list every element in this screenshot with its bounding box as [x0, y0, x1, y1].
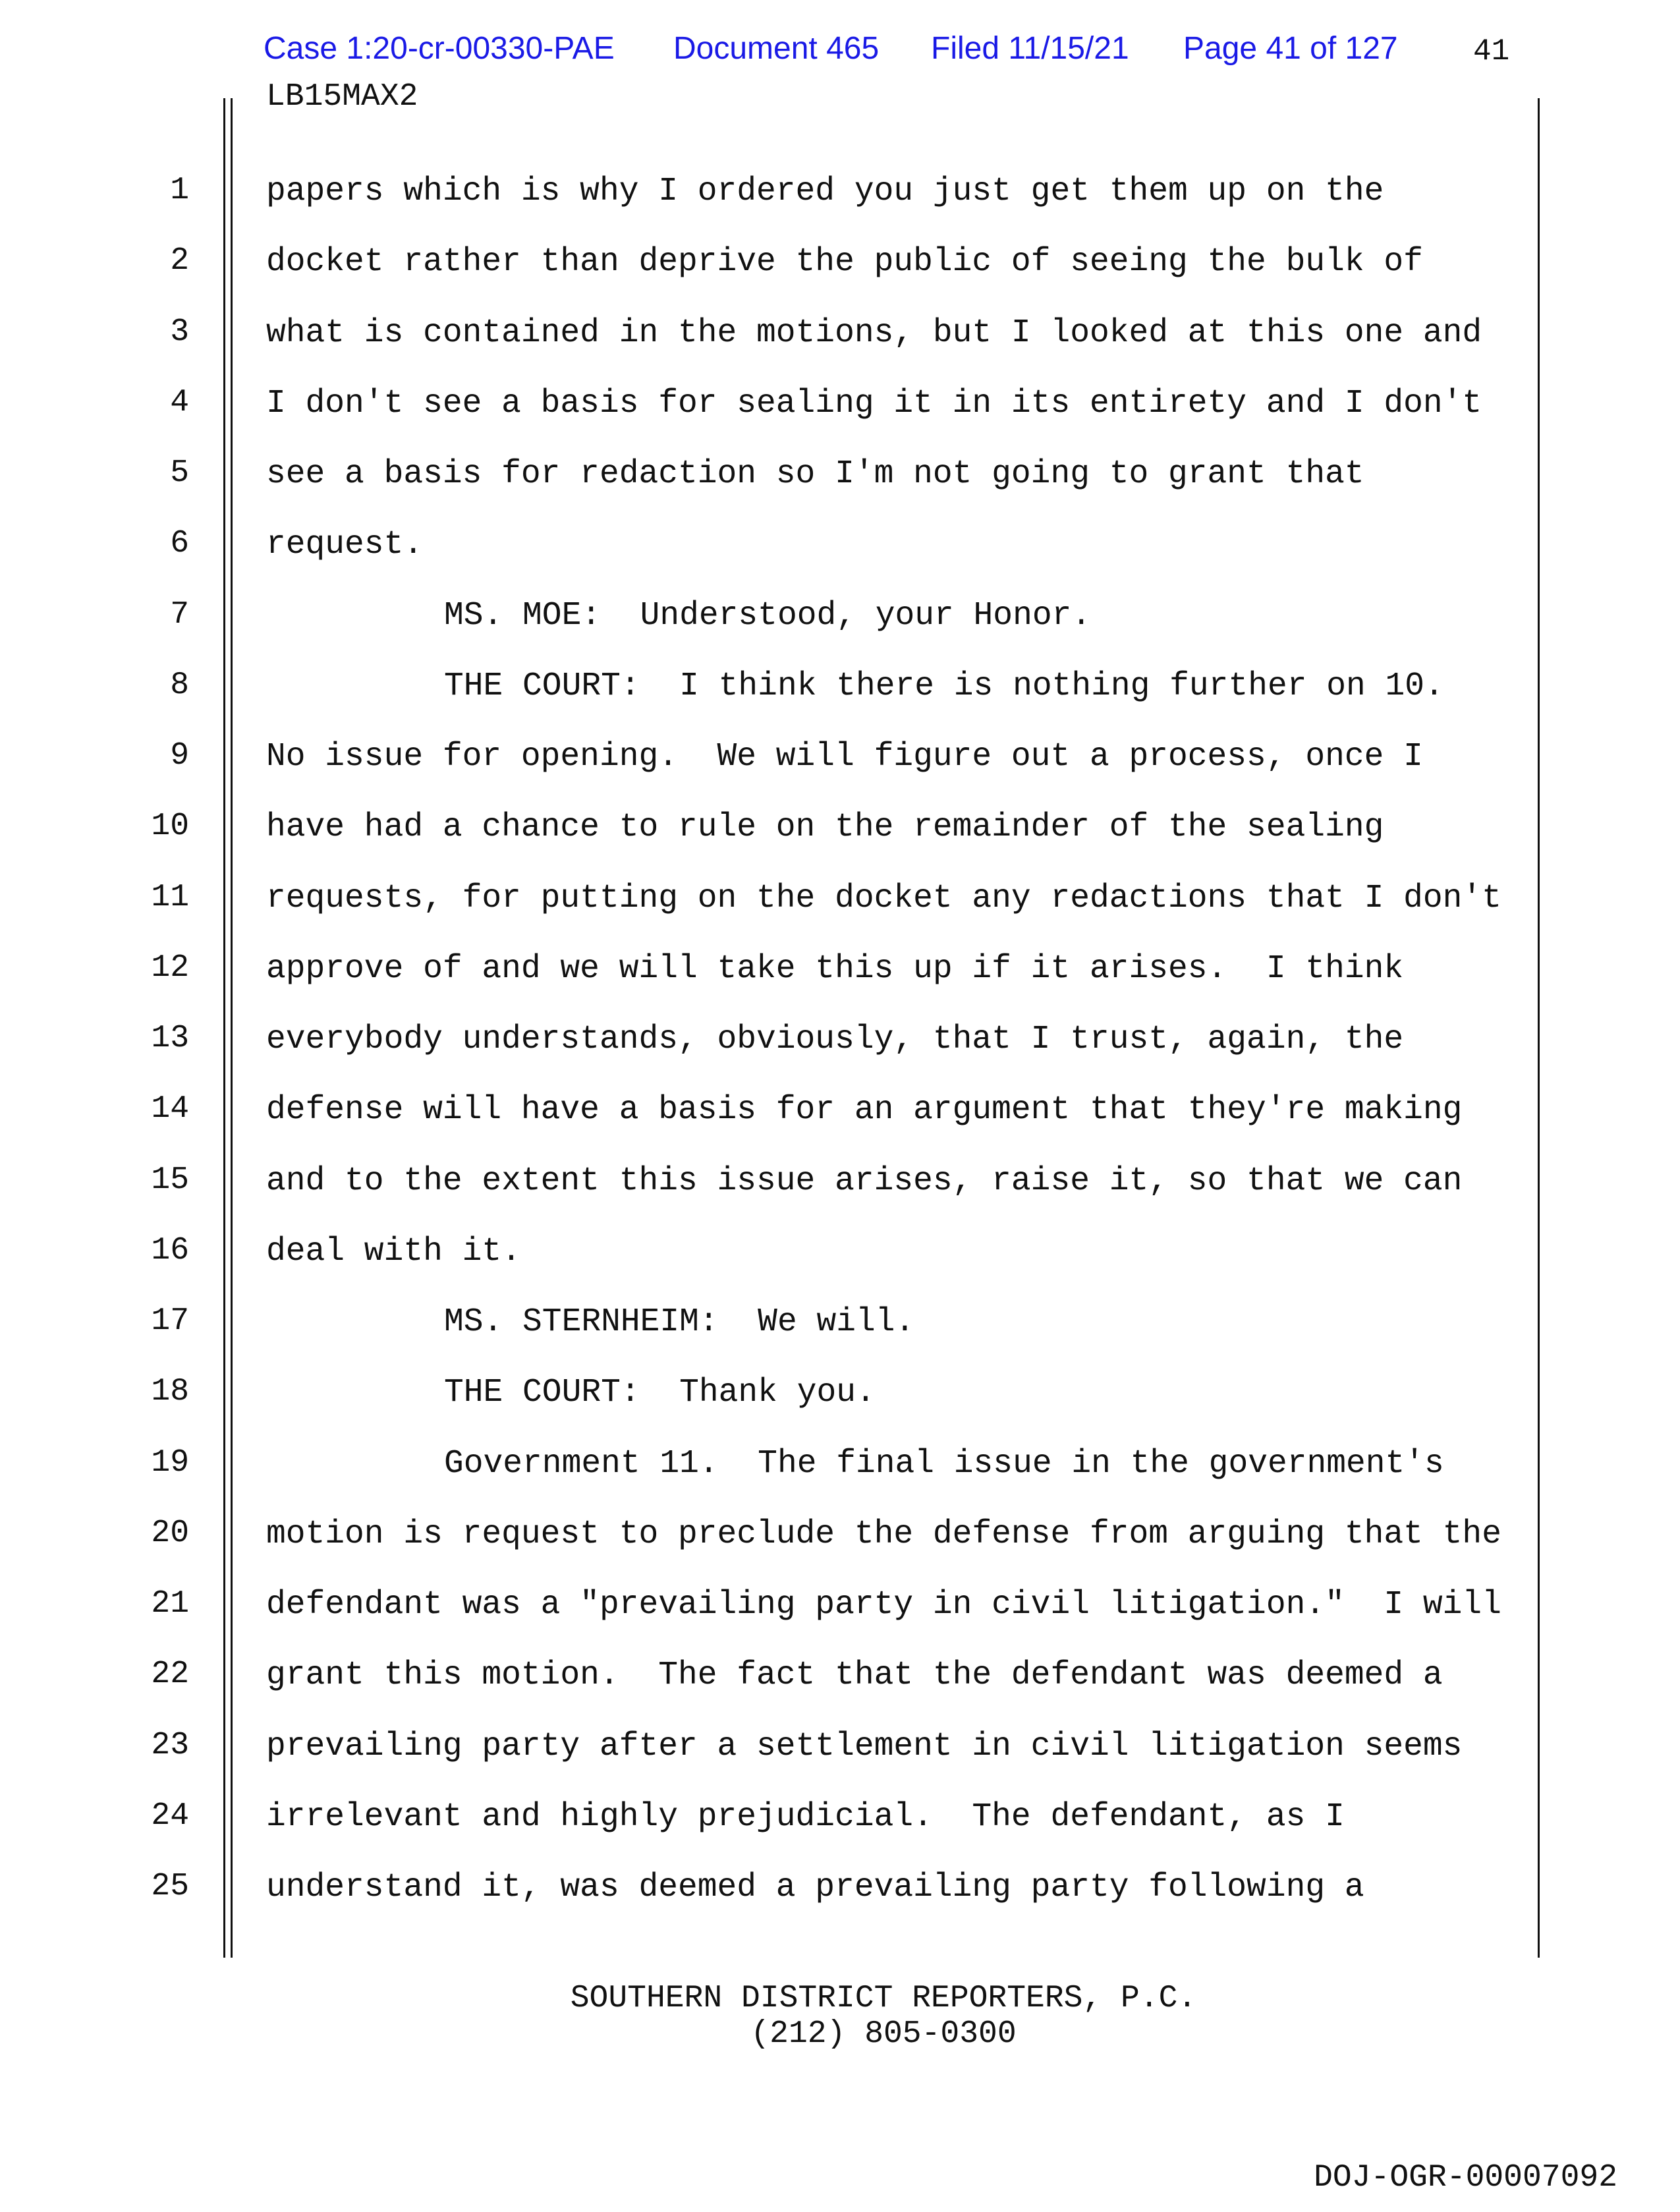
reporter-phone: (212) 805-0300 — [750, 2016, 1017, 2052]
line-number: 19 — [151, 1444, 189, 1481]
transcript-line: prevailing party after a settlement in civil litigation seems — [266, 1727, 1463, 1765]
transcript-line: Government 11. The final issue in the government's — [444, 1444, 1444, 1482]
transcript-line: No issue for opening. We will figure out a process, once I — [266, 738, 1423, 775]
transcript-line: everybody understands, obviously, that I trust, again, the — [266, 1021, 1404, 1058]
transcript-line: papers which is why I ordered you just get them up on the — [266, 173, 1384, 210]
line-number: 12 — [151, 950, 189, 986]
line-number: 5 — [170, 455, 189, 491]
line-number: 25 — [151, 1869, 189, 1904]
line-number: 15 — [151, 1162, 189, 1198]
case-number-link[interactable]: Case 1:20-cr-00330-PAE — [264, 31, 615, 66]
transcript-line: defendant was a "prevailing party in civil litigation." I will — [266, 1586, 1501, 1623]
line-number: 20 — [151, 1515, 189, 1551]
transcript-line: approve of and we will take this up if it arises. I think — [266, 950, 1404, 987]
line-number: 18 — [151, 1374, 189, 1410]
left-margin-rule-inner — [231, 98, 233, 1958]
transcript-line: THE COURT: Thank you. — [444, 1374, 876, 1411]
transcript-line: I don't see a basis for sealing it in its entirety and I don't — [266, 384, 1482, 422]
transcript-id: LB15MAX2 — [266, 79, 418, 115]
line-number: 24 — [151, 1798, 189, 1834]
right-margin-rule — [1538, 98, 1540, 1958]
line-number: 22 — [151, 1657, 189, 1693]
transcript-line: deal with it. — [266, 1232, 521, 1270]
line-number: 11 — [151, 879, 189, 915]
left-margin-rule-outer — [223, 98, 225, 1958]
transcript-line: request. — [266, 526, 424, 563]
transcript-line: MS. STERNHEIM: We will. — [444, 1303, 915, 1340]
page-count-link[interactable]: Page 41 of 127 — [1183, 31, 1398, 66]
line-number: 1 — [170, 173, 189, 208]
line-number: 10 — [151, 808, 189, 845]
transcript-line: MS. MOE: Understood, your Honor. — [444, 596, 1092, 634]
filed-date-link[interactable]: Filed 11/15/21 — [931, 31, 1129, 66]
transcript-line: and to the extent this issue arises, raise it, so that we can — [266, 1162, 1463, 1199]
transcript-line: irrelevant and highly prejudicial. The defendant, as I — [266, 1798, 1345, 1835]
line-number: 2 — [170, 243, 189, 279]
document-number-link[interactable]: Document 465 — [673, 31, 880, 66]
line-number: 13 — [151, 1021, 189, 1056]
line-number: 21 — [151, 1586, 189, 1622]
transcript-line: what is contained in the motions, but I looked at this one and — [266, 314, 1482, 351]
transcript-line: motion is request to preclude the defense from arguing that the — [266, 1515, 1501, 1552]
reporter-name: SOUTHERN DISTRICT REPORTERS, P.C. — [570, 1981, 1197, 2016]
transcript-line: understand it, was deemed a prevailing party following a — [266, 1869, 1364, 1906]
transcript-line: defense will have a basis for an argument that they're making — [266, 1091, 1463, 1129]
transcript-line: requests, for putting on the docket any redactions that I don't — [266, 879, 1501, 917]
line-number: 17 — [151, 1303, 189, 1339]
line-number: 7 — [170, 596, 189, 633]
transcript-line: THE COURT: I think there is nothing further on 10. — [444, 667, 1444, 704]
line-number: 9 — [170, 738, 189, 774]
transcript-line: have had a chance to rule on the remainder of the sealing — [266, 808, 1384, 846]
bates-number: DOJ-OGR-00007092 — [1314, 2160, 1617, 2196]
transcript-line: grant this motion. The fact that the defendant was deemed a — [266, 1657, 1443, 1694]
transcript-line: see a basis for redaction so I'm not going to grant that — [266, 455, 1364, 492]
transcript-line: docket rather than deprive the public of seeing the bulk of — [266, 243, 1423, 281]
line-number: 8 — [170, 667, 189, 703]
transcript-page-number: 41 — [1473, 34, 1510, 69]
line-number: 6 — [170, 526, 189, 562]
line-number: 3 — [170, 314, 189, 350]
line-number: 23 — [151, 1727, 189, 1763]
line-number: 16 — [151, 1232, 189, 1268]
line-number: 14 — [151, 1091, 189, 1127]
line-number: 4 — [170, 384, 189, 420]
